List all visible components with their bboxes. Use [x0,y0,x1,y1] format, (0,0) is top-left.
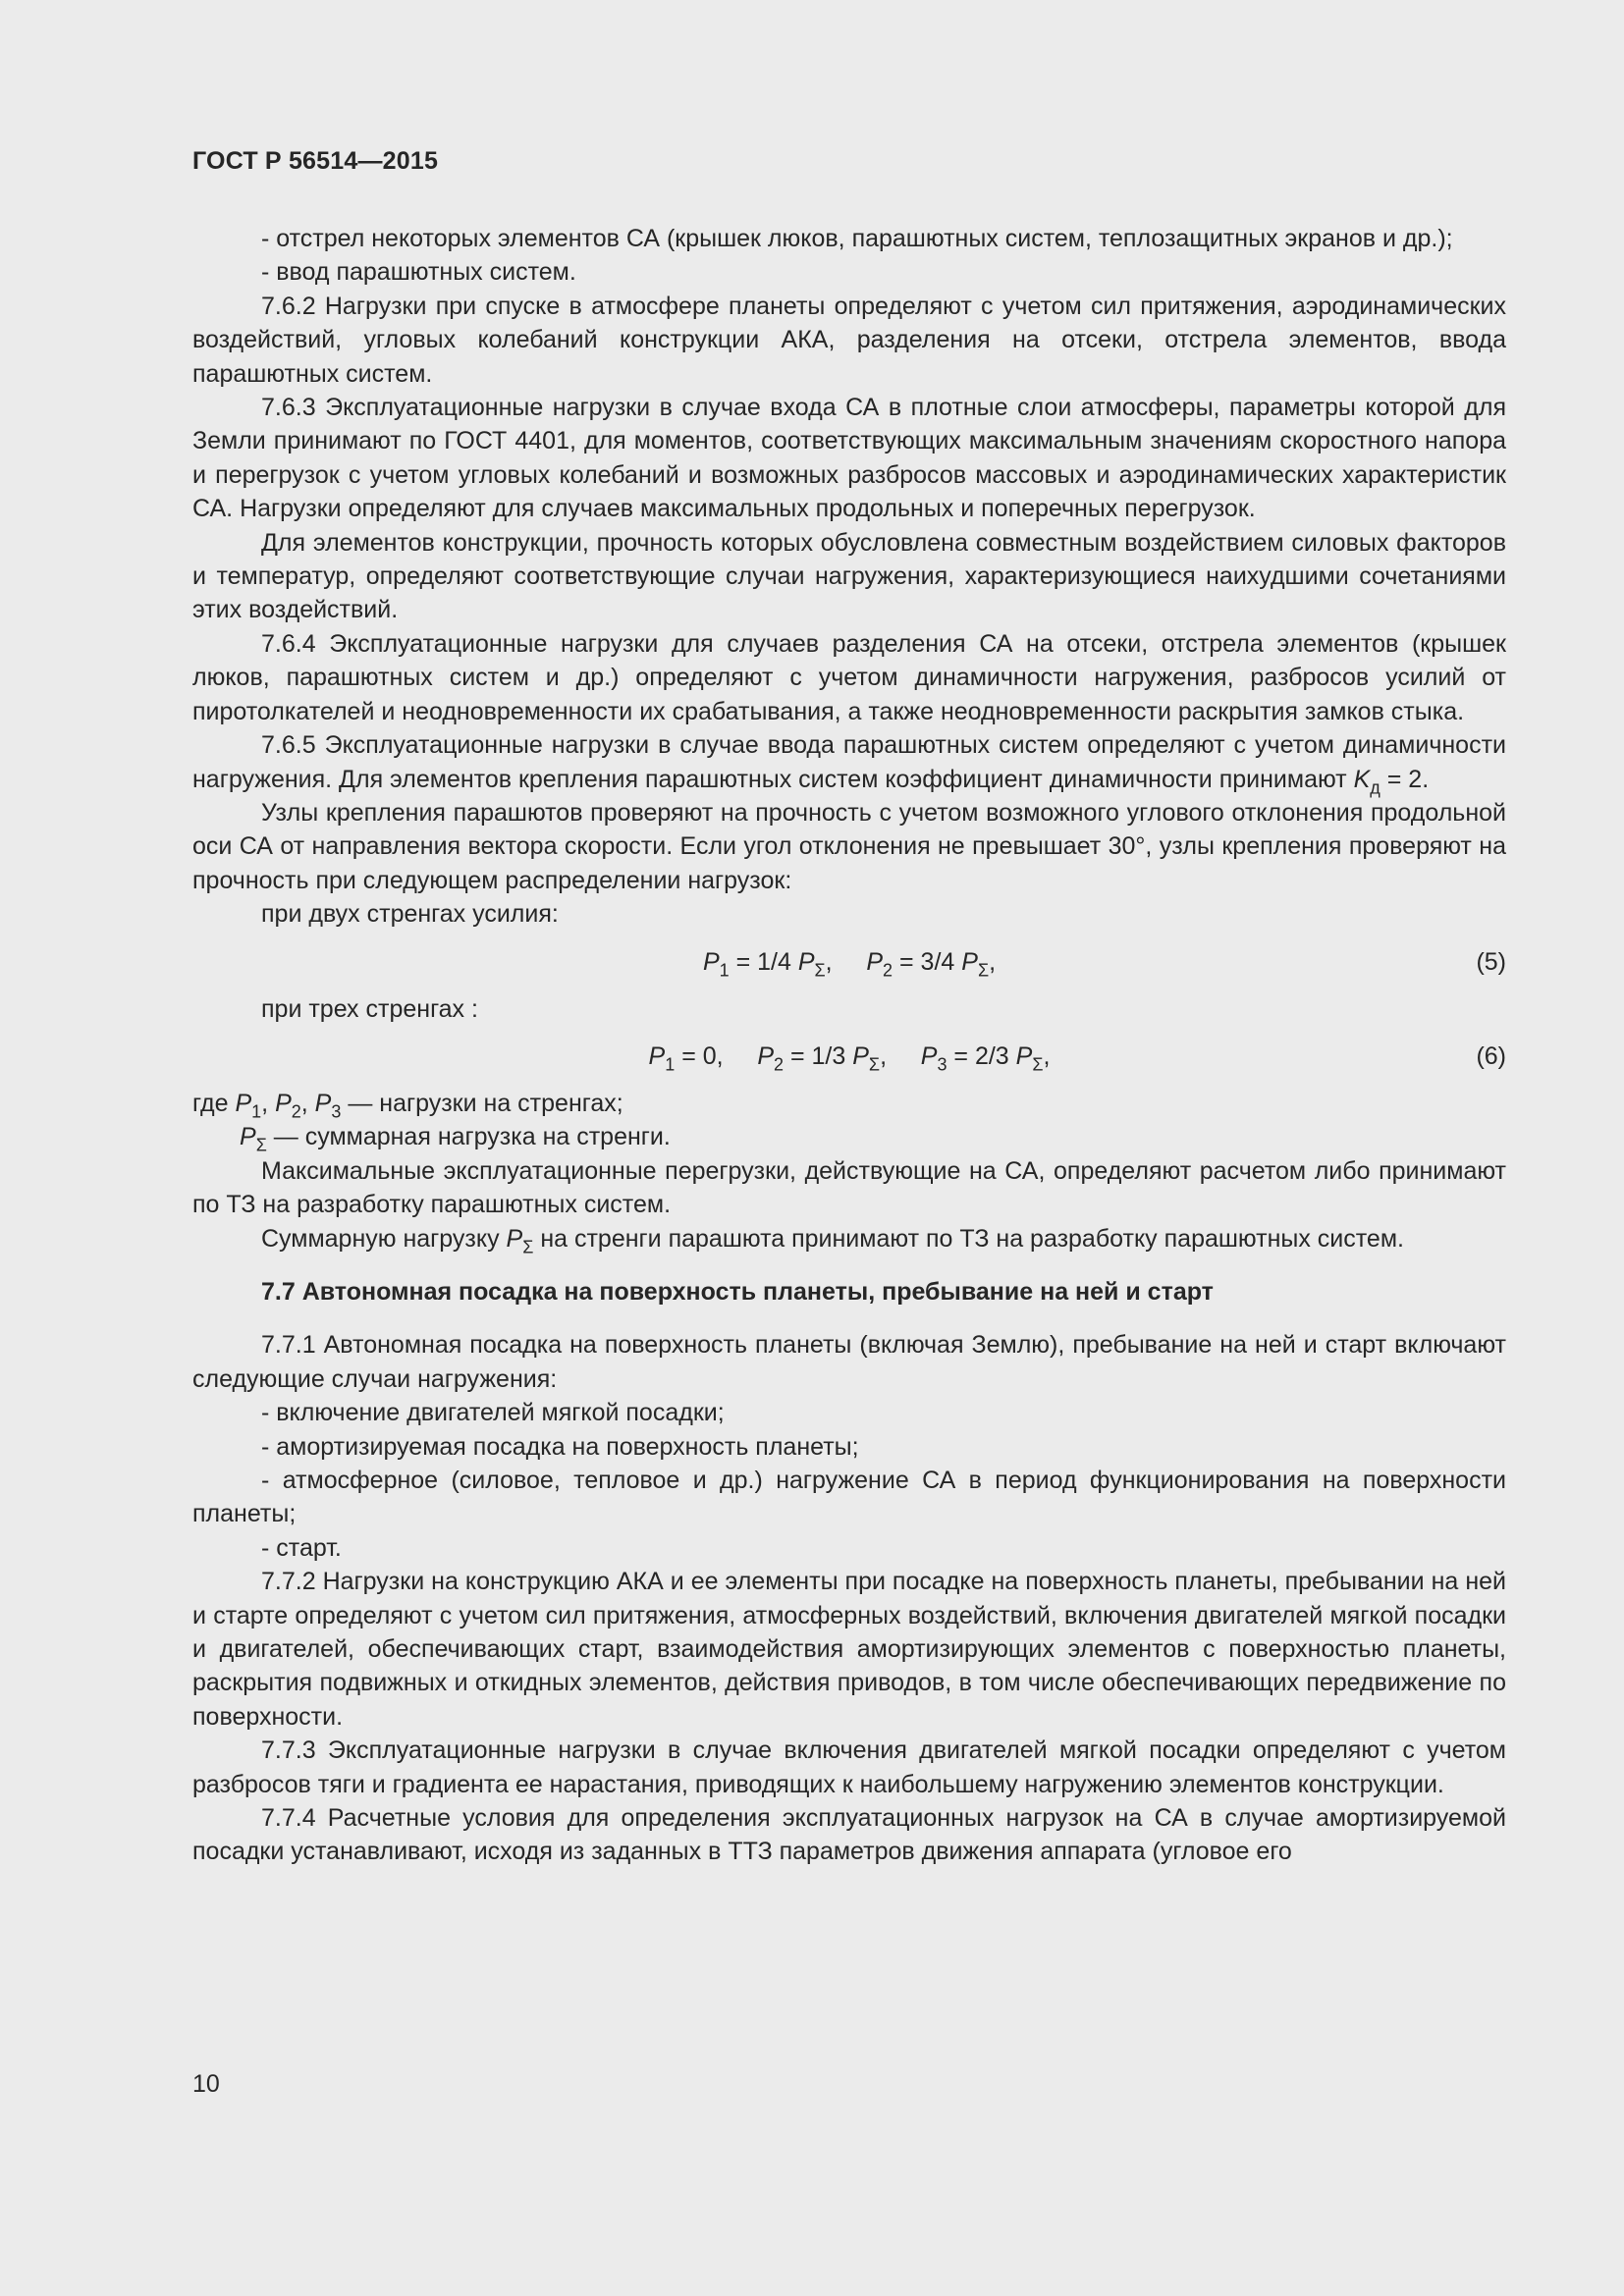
subscript: д [1370,776,1380,797]
formula-text: , [880,1041,921,1070]
where-clause [192,1120,1506,1153]
formula-text: = 2/3 [947,1041,1016,1070]
list-item: - включение двигателей мягкой посадки; [261,1399,725,1427]
symbol-p: P [920,1041,938,1070]
paragraph-7-7-2: 7.7.2 Нагрузки на конструкцию АКА и ее элементы при посадке на поверхность планеты, пребывании на ней и старте определяют с учетом сил притяжения, атмосферных воздействий, включения двигателей мягкой посадки и двигателей, обеспечивающих старт, взаимодействия амортизирующих элементов с поверхностью планеты, раскрытия подвижных и откидных элементов, действия приводов, в том числе обеспечивающих передвижение по поверхности. [192,1568,1506,1731]
paragraph-7-7-4: 7.7.4 Расчетные условия для определения эксплуатационных нагрузок на СА в случае амортизируемой посадки устанавливают, исходя из заданных в ТТЗ параметров движения аппарата (угловое его [192,1804,1506,1866]
formula-text: = 1/3 [784,1041,853,1070]
formula-number: (5) [1476,947,1506,976]
paragraph-7-7-3: 7.7.3 Эксплуатационные нагрузки в случае включения двигателей мягкой посадки определяют с учетом разбросов тяги и градиента ее нарастания, приводящих к наибольшему нагружению элементов конструкции. [192,1736,1506,1798]
formula-text: , [1043,1041,1051,1070]
subscript: Σ [814,959,826,980]
list-item: - отстрел некоторых элементов СА (крышек люков, парашютных систем, теплозащитных экранов и др.); [261,225,1453,252]
subscript: Σ [255,1135,267,1155]
paragraph-text: = 2. [1380,765,1430,793]
symbol-p: P [757,1041,775,1070]
formula-expression [192,939,1506,985]
where-text: — суммарная нагрузка на стренги. [266,1123,671,1151]
subscript: 2 [883,959,893,980]
symbol-p: P [702,947,720,976]
symbol-p: P [866,947,884,976]
paragraph-7-6-4: 7.6.4 Эксплуатационные нагрузки для случаев разделения СА на отсеки, отстрела элементов (крышек люков, парашютных систем и др.) определяют с учетом динамичности нагружения, разбросов усилий от пиротолкателей и неодновременности их срабатывания, а также неодновременности раскрытия замков стыка. [192,629,1506,725]
formula-text: = 1/4 [729,947,798,976]
paragraph [192,1222,1506,1255]
symbol-p: P [275,1089,292,1117]
subscript: Σ [1032,1054,1044,1075]
subscript: 2 [774,1054,785,1075]
formula-5 [192,939,1506,985]
list-item: - старт. [261,1533,342,1562]
paragraph-text: на стренги парашюта принимают по ТЗ на разработку парашютных систем. [533,1224,1404,1253]
formula-number: (6) [1476,1041,1506,1070]
paragraph-text: 7.6.5 Эксплуатационные нагрузки в случае ввода парашютных систем определяют с учетом динамичности нагружения. Для элементов крепления парашютных систем коэффициент динамичности принимают [192,731,1506,793]
document-body [192,222,1506,1869]
paragraph: Узлы крепления парашютов проверяют на прочность с учетом возможного углового отклонения продольной оси СА от направления вектора скорости. Если угол отклонения не превышает 30°, узлы крепления проверяют на прочность при следующем распределении нагрузок: [192,798,1506,894]
separator: , [300,1089,315,1117]
where-text: — нагрузки на стренгах; [341,1089,623,1117]
subscript: Σ [522,1236,534,1256]
paragraph: при трех стренгах : [261,994,478,1023]
where-label: где [192,1089,229,1117]
paragraph-7-6-5 [192,728,1506,796]
document-header: ГОСТ Р 56514—2015 [192,147,439,175]
formula-expression [192,1034,1506,1079]
list-item: - амортизируемая посадка на поверхность планеты; [261,1432,859,1461]
symbol-p: P [797,947,815,976]
separator: , [261,1089,276,1117]
symbol-p: P [240,1123,256,1151]
paragraph-7-6-3: 7.6.3 Эксплуатационные нагрузки в случае входа СА в плотные слои атмосферы, параметры которой для Земли принимают по ГОСТ 4401, для моментов, соответствующих максимальным значениям скоростного напора и перегрузок с учетом угловых колебаний и возможных разбросов массовых и аэродинамических характеристик СА. Нагрузки определяют для случаев максимальных продольных и поперечных перегрузок. [192,394,1506,523]
subscript: 3 [937,1054,947,1075]
formula-6 [192,1034,1506,1079]
formula-text: = 0, [675,1041,758,1070]
paragraph-text: Суммарную нагрузку [261,1224,500,1253]
symbol-p: P [235,1089,252,1117]
paragraph: Максимальные эксплуатационные перегрузки, действующие на СА, определяют расчетом либо принимают по ТЗ на разработку парашютных систем. [192,1156,1506,1219]
paragraph-7-7-1: 7.7.1 Автономная посадка на поверхность планеты (включая Землю), пребывание на ней и старт включают следующие случаи нагружения: [192,1331,1506,1393]
section-heading-7-7: 7.7 Автономная посадка на поверхность планеты, пребывание на ней и старт [261,1277,1214,1306]
subscript: 2 [291,1101,301,1122]
subscript: Σ [977,959,990,980]
list-item: - ввод парашютных систем. [261,258,576,287]
symbol-p: P [961,947,978,976]
list-item: - атмосферное (силовое, тепловое и др.) нагружение СА в период функционирования на поверхности планеты; [192,1467,1506,1528]
symbol-p: P [314,1089,332,1117]
formula-text: = 3/4 [893,947,962,976]
where-clause [192,1087,1506,1120]
symbol-k: K [1353,765,1371,793]
symbol-p: P [506,1224,523,1253]
paragraph: при двух стренгах усилия: [261,900,559,929]
subscript: Σ [868,1054,881,1075]
paragraph: Для элементов конструкции, прочность которых обусловлена совместным воздействием силовых факторов и температур, определяют соответствующие случаи нагружения, характеризующиеся наихудшими сочетаниями этих воздействий. [192,528,1506,624]
formula-text: , [825,947,867,976]
formula-text: , [989,947,997,976]
paragraph-7-6-2: 7.6.2 Нагрузки при спуске в атмосфере планеты определяют с учетом сил притяжения, аэродинамических воздействий, угловых колебаний конструкции АКА, разделения на отсеки, отстрела элементов, ввода парашютных систем. [192,292,1506,388]
symbol-p: P [852,1041,869,1070]
page-number: 10 [192,2070,220,2098]
subscript: 1 [251,1101,262,1122]
subscript: 3 [331,1101,342,1122]
subscript: 1 [719,959,730,980]
symbol-p: P [1015,1041,1033,1070]
subscript: 1 [665,1054,676,1075]
symbol-p: P [648,1041,666,1070]
